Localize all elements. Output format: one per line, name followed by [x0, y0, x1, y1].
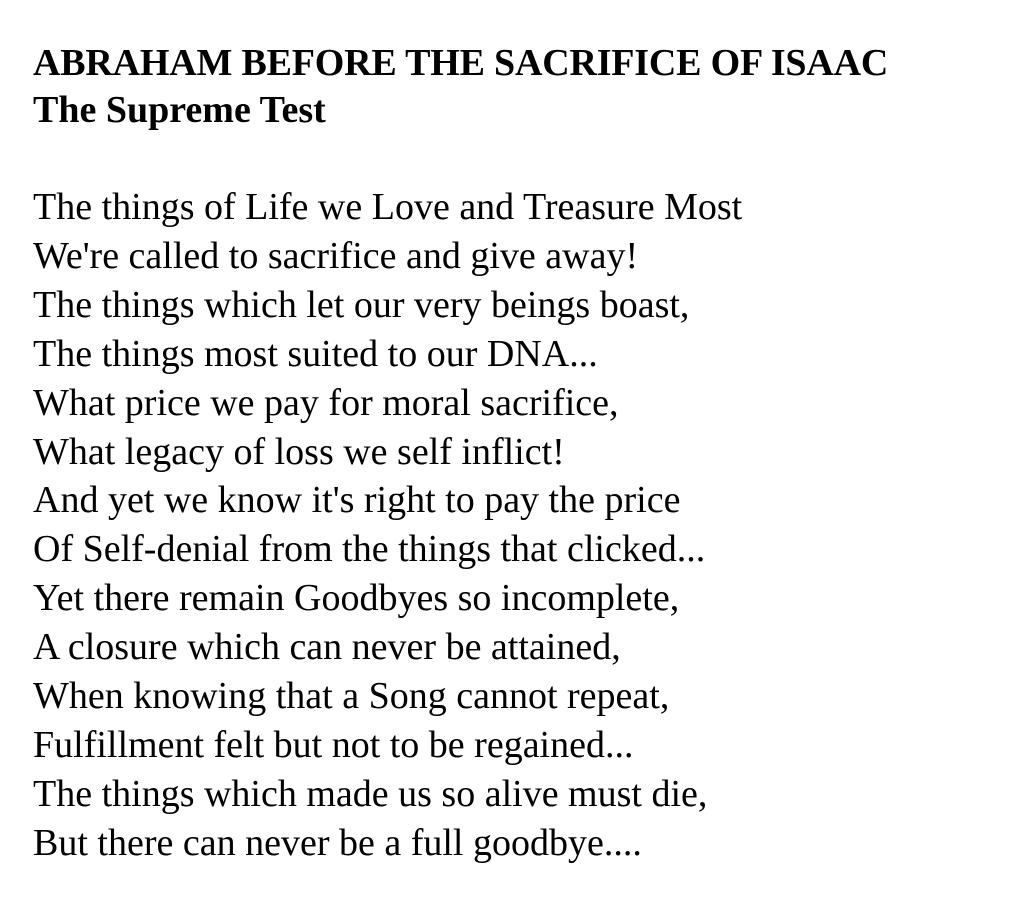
poem-page	[33, 40, 1018, 868]
poem-line: The things which made us so alive must die,	[33, 772, 708, 815]
poem-line: But there can never be a full goodbye....	[33, 821, 642, 864]
poem-line: What legacy of loss we self inflict!	[33, 430, 565, 473]
poem-line: Fulfillment felt but not to be regained...	[33, 723, 634, 766]
poem-line: Yet there remain Goodbyes so incomplete,	[33, 577, 680, 620]
poem-body	[33, 183, 1018, 868]
poem-line: A closure which can never be attained,	[33, 626, 621, 669]
poem-line: Of Self-denial from the things that clicked...	[33, 528, 706, 571]
poem-line: And yet we know it's right to pay the price	[33, 479, 681, 522]
poem-line: We're called to sacrifice and give away!	[33, 234, 639, 277]
poem-line: When knowing that a Song cannot repeat,	[33, 675, 670, 718]
poem-title: ABRAHAM BEFORE THE SACRIFICE OF ISAAC	[33, 42, 889, 84]
poem-line: What price we pay for moral sacrifice,	[33, 381, 619, 424]
poem-line: The things most suited to our DNA...	[33, 332, 598, 375]
poem-subtitle: The Supreme Test	[33, 89, 326, 131]
poem-line: The things of Life we Love and Treasure Most	[33, 186, 743, 228]
poem-line: The things which let our very beings boast,	[33, 283, 690, 326]
